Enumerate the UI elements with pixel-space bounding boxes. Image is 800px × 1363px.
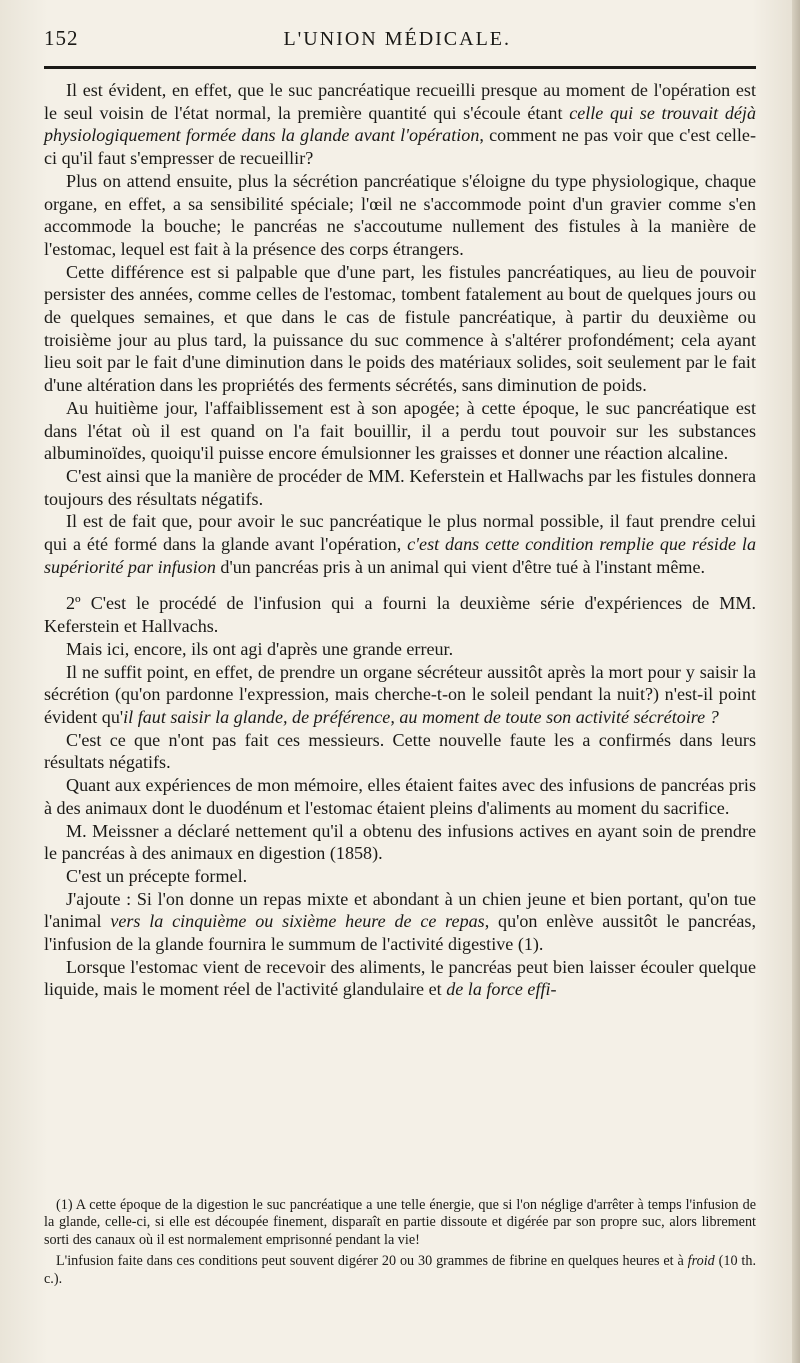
body-text (44, 79, 756, 1001)
text-run: (10 th. c.). (44, 1253, 756, 1287)
text-run: C'est ainsi que la manière de procéder de MM. Keferstein et Hallwachs par les fistules donnera toujours des résultats négatifs. (44, 465, 756, 509)
paragraph (44, 397, 756, 465)
text-run: , qu'on enlève aussitôt le pancréas, l'infusion de la glande fournira le summum de l'activité digestive (1). (44, 911, 756, 955)
page-edge (792, 0, 800, 1363)
text-run: d'un pancréas pris à un animal qui vient d'être tué à l'instant même. (215, 556, 706, 577)
text-run: M. Meissner a déclaré nettement qu'il a obtenu des infusions actives en ayant soin de prendre le pancréas à des animaux en digestion (1858). (44, 820, 756, 864)
paragraph (44, 510, 756, 578)
italic-text: vers la cinquième ou sixième heure de ce repas (110, 911, 485, 932)
text-run: J'ajoute : Si l'on donne un repas mixte et abondant à un chien jeune et bien portant, qu'on tue l'animal (44, 888, 756, 932)
paragraph (44, 956, 756, 1001)
paragraph (44, 888, 756, 956)
footnote (44, 1253, 756, 1288)
paragraph (44, 638, 756, 661)
text-run: Il ne suffit point, en effet, de prendre un organe sécréteur aussitôt après la mort pour y saisir la sécrétion (qu'on pardonne l'expression, mais cherche-t-on le soleil pendant la nuit?) n'est-il point évident qu' (44, 661, 756, 727)
footnote (44, 1197, 756, 1249)
italic-text: froid (687, 1253, 715, 1270)
italic-text: il faut saisir la glande, de préférence, au moment de toute son activité sécrétoire ? (123, 706, 719, 727)
paragraph (44, 261, 756, 397)
text-run: Plus on attend ensuite, plus la sécrétion pancréatique s'éloigne du type physiologique, chaque organe, en effet, a sa sensibilité spéciale; l'œil ne s'accommode point d'un gravier comme s'en accommode la bouche; le pancréas ne s'accoutume nullement des fistules à la manière de l'estomac, lequel est fait à la présence des corps étrangers. (44, 170, 756, 259)
text-run: Quant aux expériences de mon mémoire, elles étaient faites avec des infusions de pancréas pris à des animaux dont le duodénum et l'estomac étaient pleins d'aliments au moment du sacrifice. (44, 775, 756, 818)
text-run: Mais ici, encore, ils ont agi d'après une grande erreur. (66, 638, 454, 659)
page-header (44, 26, 756, 62)
text-run: Il est de fait que, pour avoir le suc pancréatique le plus normal possible, il faut prendre celui qui a été formé dans la glande avant l'opération, (44, 511, 756, 555)
italic-text: de la force effi- (446, 979, 557, 1000)
page-number: 152 (44, 26, 79, 50)
text-run: Il est évident, en effet, que le suc pancréatique recueilli presque au moment de l'opération est le seul voisin de l'état normal, la première quantité qui s'écoule étant (44, 80, 756, 123)
paragraph (44, 774, 756, 819)
running-title: L'UNION MÉDICALE. (283, 28, 512, 50)
paragraph (44, 865, 756, 888)
text-run: C'est un précepte formel. (66, 865, 248, 886)
paragraph (44, 79, 756, 170)
text-run: , comment ne pas voir que c'est celle-ci qu'il faut s'empresser de recueillir? (44, 125, 756, 169)
text-run: Lorsque l'estomac vient de recevoir des aliments, le pancréas peut bien laisser écouler quelque liquide, mais le moment réel de l'activité glandulaire et (44, 956, 756, 1000)
text-run: 2º C'est le procédé de l'infusion qui a fourni la deuxième série d'expériences de MM. Keferstein et Hallvachs. (44, 593, 756, 637)
paragraph (44, 661, 756, 729)
text-run: Cette différence est si palpable que d'une part, les fistules pancréatiques, au lieu de pouvoir persister des années, comme celles de l'estomac, tombent fatalement au bout de quelques jours ou de quelques semaines, et que dans le cas de fistule pancréatique, à partir du deuxième ou troisième jour au plus tard, la puissance du suc commence à s'altérer profondément; cela ayant lieu soit par le fait d'une diminution dans le poids des matériaux solides, soit seulement par le fait d'une altération dans les propriétés des ferments sécrétés, sans diminution de poids. (44, 261, 756, 396)
paragraph (44, 465, 756, 510)
footnotes (44, 1197, 756, 1292)
italic-text: c'est dans cette condition remplie que réside la supériorité par infusion (44, 534, 756, 577)
italic-text: celle qui se trouvait déjà physiologiquement formée dans la glande avant l'opération (44, 102, 756, 146)
text-run: (1) A cette époque de la digestion le suc pancréatique a une telle énergie, que si l'on néglige d'arrêter à temps l'infusion de la glande, celle-ci, si elle est découpée finement, disparaît en partie dissoute et digérée par son propre suc, alors librement sorti des canaux où il est normalement emprisonné pendant la vie! (44, 1197, 756, 1248)
paragraph (44, 592, 756, 637)
paragraph (44, 170, 756, 261)
section-gap (44, 578, 756, 592)
text-run: Au huitième jour, l'affaiblissement est à son apogée; à cette époque, le suc pancréatique est dans l'état où il est quand on l'a fait bouillir, il a perdu tout pouvoir sur les substances albuminoïdes, quoiqu'il puisse encore émulsionner les graisses et donner une réaction alcaline. (44, 397, 756, 464)
text-run: C'est ce que n'ont pas fait ces messieurs. Cette nouvelle faute les a confirmés dans leurs résultats négatifs. (44, 729, 756, 773)
header-rule (44, 66, 756, 69)
paragraph (44, 820, 756, 865)
text-run: L'infusion faite dans ces conditions peut souvent digérer 20 ou 30 grammes de fibrine en quelques heures et à (56, 1253, 688, 1270)
paragraph (44, 729, 756, 774)
